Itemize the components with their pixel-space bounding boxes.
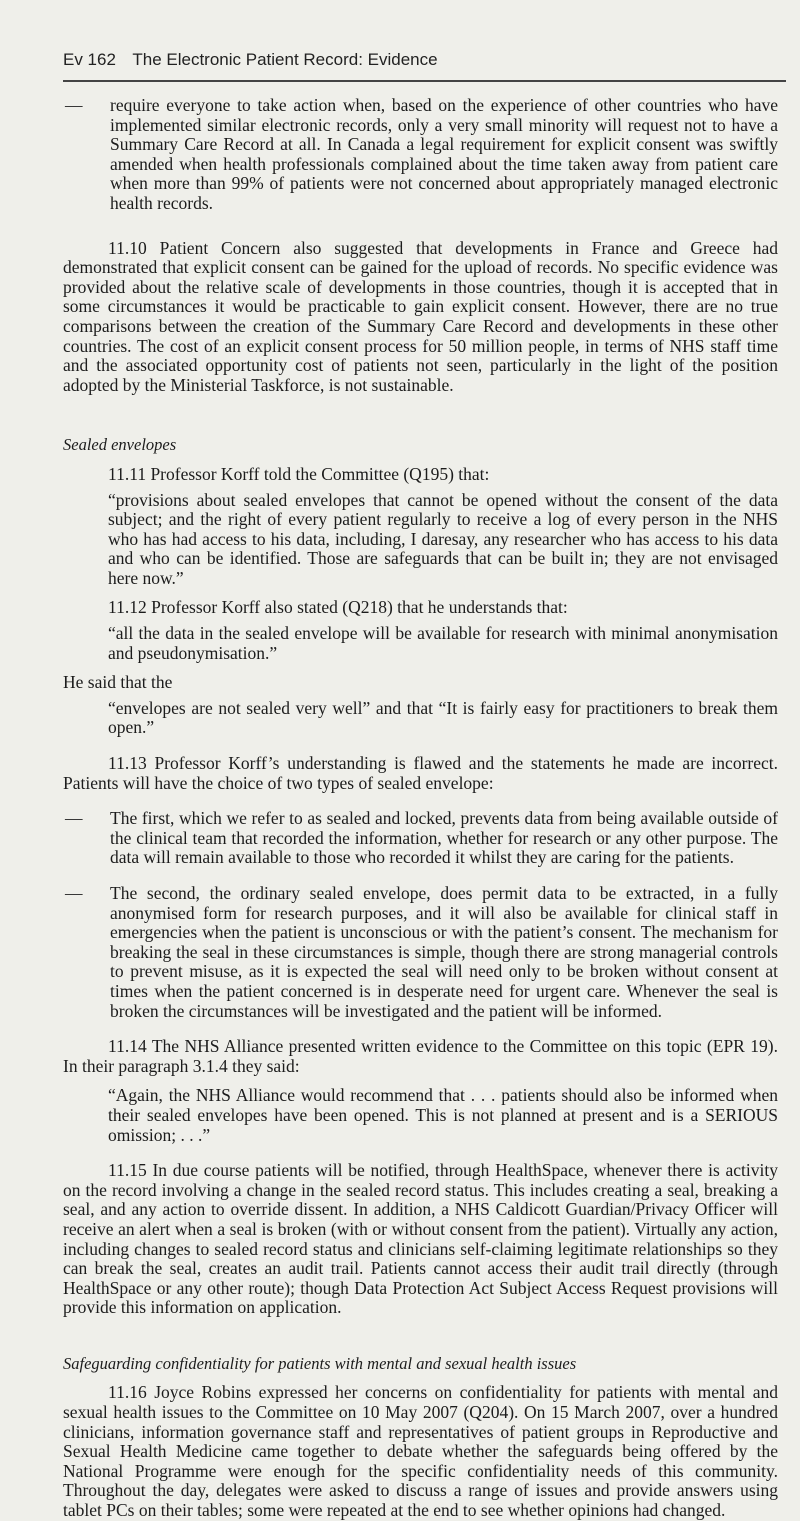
paragraph-11-13: 11.13 Professor Korff’s understanding is flawed and the statements he made are incorrect. Patients will have the choice of two types of sealed envelope: [63, 753, 778, 793]
paragraph-11-10: 11.10 Patient Concern also suggested that developments in France and Greece had demonstrated that explicit consent can be gained for the upload of records. No specific evidence was provided about the relative scale of developments in those countries, though it is accepted that in some circumstances it would be practicable to gain explicit consent. However, there are no true comparisons between the creation of the Summary Care Record and developments in these other countries. The cost of an explicit consent process for 50 million people, in terms of NHS staff time and the associated opportunity cost of patients not seen, particularly in the light of the position adopted by the Ministerial Taskforce, is not sustainable. [63, 237, 778, 395]
quote-envelopes: “envelopes are not sealed very well” and that “It is fairly easy for practitioners to break them open.” [108, 697, 778, 738]
paragraph-11-11: 11.11 Professor Korff told the Committee (Q195) that: [108, 463, 490, 484]
bullet-text: The second, the ordinary sealed envelope, does permit data to be extracted, in a fully anonymised form for research purposes, and it will also be available for clinical staff in emergencies when the patient is unconscious or with the patient’s consent. The mechanism for breaking the seal in these circumstances is simple, though there are strong managerial controls to prevent misuse, as it is expected the seal will need only to be broken without consent at times when the patient concerned is in desperate need for urgent care. Whenever the seal is broken the circumstances will be investigated and the patient will be informed. [110, 883, 778, 1021]
paragraph-11-14: 11.14 The NHS Alliance presented written evidence to the Committee on this topic (EPR 19). In their paragraph 3.1.4 they said: [63, 1036, 778, 1076]
bullet-first-type [63, 809, 778, 868]
quote-11-14: “Again, the NHS Alliance would recommend that . . . patients should also be informed when their sealed envelopes have been opened. This is not planned at present and is a SERIOUS omission; . . .” [108, 1085, 778, 1145]
quote-11-12: “all the data in the sealed envelope will be available for research with minimal anonymisation and pseudonymisation.” [108, 623, 778, 663]
paragraph-11-16: 11.16 Joyce Robins expressed her concerns on confidentiality for patients with mental and sexual health issues to the Committee on 10 May 2007 (Q204). On 15 March 2007, over a hundred clinicians, information governance staff and representatives of patient groups in Reproductive and Sexual Health Medicine came together to debate whether the safeguards being offered by the National Programme were enough for the specific confidentiality needs of this community. Throughout the day, delegates were asked to discuss a range of issues and provide answers using tablet PCs on their tables; some were repeated at the end to see whether opinions had changed. [63, 1382, 778, 1521]
page-header [63, 50, 438, 70]
bullet-text: require everyone to take action when, based on the experience of other countries who have implemented similar electronic records, only a very small minority will request not to have a Summary Care Record at all. In Canada a legal requirement for explicit consent was swiftly amended when health professionals complained about the time taken away from patient care when more than 99% of patients were not concerned about appropriately managed electronic health records. [110, 95, 778, 213]
document-body [63, 96, 778, 1521]
paragraph-11-15: 11.15 In due course patients will be notified, through HealthSpace, whenever there is activity on the record involving a change in the sealed record status. This includes creating a seal, breaking a seal, and any action to override dissent. In addition, a NHS Caldicott Guardian/Privacy Officer will receive an alert when a seal is broken (with or without consent from the patient). Virtually any action, including changes to sealed record status and clinicians self-claiming legitimate relationships so they can break the seal, creates an audit trail. Patients cannot access their audit trail directly (through HealthSpace or any other route); though Data Protection Act Subject Access Request provisions will provide this information on application. [63, 1160, 778, 1318]
dash-marker: — [65, 95, 83, 115]
bullet-second-type [63, 884, 778, 1021]
paragraph-11-12: 11.12 Professor Korff also stated (Q218) that he understands that: [108, 597, 568, 618]
bullet-text: The first, which we refer to as sealed and locked, prevents data from being available outside of the clinical team that recorded the information, whether for research or any other purpose. The data will remain available to those who recorded it whilst they are caring for the patients. [110, 808, 778, 868]
bullet-require-everyone [63, 96, 778, 214]
he-said-line: He said that the [63, 672, 173, 693]
dash-marker: — [65, 883, 83, 903]
dash-marker: — [65, 808, 83, 829]
header-rule [63, 80, 786, 82]
section-heading-safeguarding: Safeguarding confidentiality for patients with mental and sexual health issues [63, 1353, 577, 1373]
section-heading-sealed-envelopes: Sealed envelopes [63, 435, 177, 455]
page-number: Ev 162 [63, 50, 116, 69]
page-running-title: The Electronic Patient Record: Evidence [132, 50, 438, 69]
quote-11-11: “provisions about sealed envelopes that cannot be opened without the consent of the data subject; and the right of every patient regularly to receive a log of every person in the NHS who has had access to his data, including, I daresay, any researcher who has access to his data and who can be identified. Those are safeguards that can be built in; they are not envisaged here now.” [108, 489, 778, 588]
